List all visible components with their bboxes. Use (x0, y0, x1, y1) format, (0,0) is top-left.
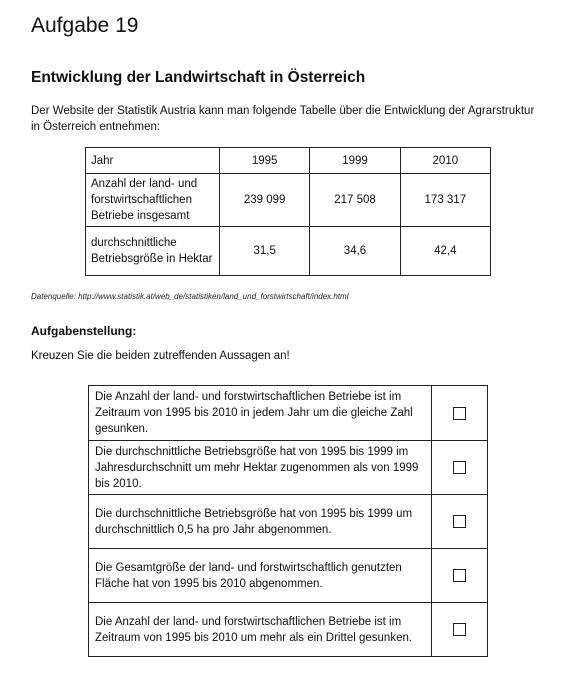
statement-text: Die Gesamtgröße der land- und forstwirtschaftlich genutzten Fläche hat von 1995 bis 2010 abgenommen. (89, 549, 432, 603)
row-label: durchschnittliche Betriebsgröße in Hektar (86, 227, 220, 276)
statement-text: Die Anzahl der land- und forstwirtschaftlichen Betriebe ist im Zeitraum von 1995 bis 2010 um mehr als ein Drittel gesunken. (89, 603, 432, 657)
table-cell: 217 508 (310, 174, 400, 227)
header-label: Jahr (86, 148, 220, 174)
data-source: Datenquelle: http://www.statistik.at/web_de/statistiken/land_und_forstwirtschaft/index.html (31, 292, 349, 301)
table-row (86, 174, 491, 227)
table-cell: 31,5 (220, 227, 310, 276)
table-cell: 42,4 (400, 227, 490, 276)
intro-text: Der Website der Statistik Austria kann man folgende Tabelle über die Entwicklung der Agrarstruktur in Österreich entnehmen: (31, 105, 535, 133)
answer-row (89, 495, 488, 549)
answer-checkbox[interactable] (453, 569, 466, 582)
statistics-table (85, 147, 491, 276)
table-header-row (86, 148, 491, 174)
table-cell: 239 099 (220, 174, 310, 227)
year-header: 1999 (310, 148, 400, 174)
table-row (86, 227, 491, 276)
table-cell: 173 317 (400, 174, 490, 227)
year-header: 1995 (220, 148, 310, 174)
answer-row (89, 549, 488, 603)
statement-text: Die durchschnittliche Betriebsgröße hat von 1995 bis 1999 um durchschnittlich 0,5 ha pro Jahr abgenommen. (89, 495, 432, 549)
answer-checkbox[interactable] (453, 623, 466, 636)
statement-text: Die durchschnittliche Betriebsgröße hat von 1995 bis 1999 im Jahresdurchschnitt um mehr Hektar zugenommen als von 1999 bis 2010. (89, 441, 432, 495)
answer-checkbox[interactable] (453, 515, 466, 528)
answer-checkbox[interactable] (453, 407, 466, 420)
answer-row (89, 441, 488, 495)
page-title: Aufgabe 19 (31, 14, 139, 37)
answer-row (89, 603, 488, 657)
answer-table (88, 385, 488, 657)
answer-row (89, 386, 488, 441)
answer-checkbox[interactable] (453, 461, 466, 474)
row-label: Anzahl der land- und forstwirtschaftlichen Betriebe insgesamt (86, 174, 220, 227)
task-instruction: Kreuzen Sie die beiden zutreffenden Aussagen an! (31, 350, 290, 362)
section-title: Entwicklung der Landwirtschaft in Österreich (31, 69, 366, 86)
statement-text: Die Anzahl der land- und forstwirtschaftlichen Betriebe ist im Zeitraum von 1995 bis 2010 in jedem Jahr um die gleiche Zahl gesunken. (89, 386, 432, 441)
year-header: 2010 (400, 148, 490, 174)
table-cell: 34,6 (310, 227, 400, 276)
task-title: Aufgabenstellung: (31, 324, 137, 338)
